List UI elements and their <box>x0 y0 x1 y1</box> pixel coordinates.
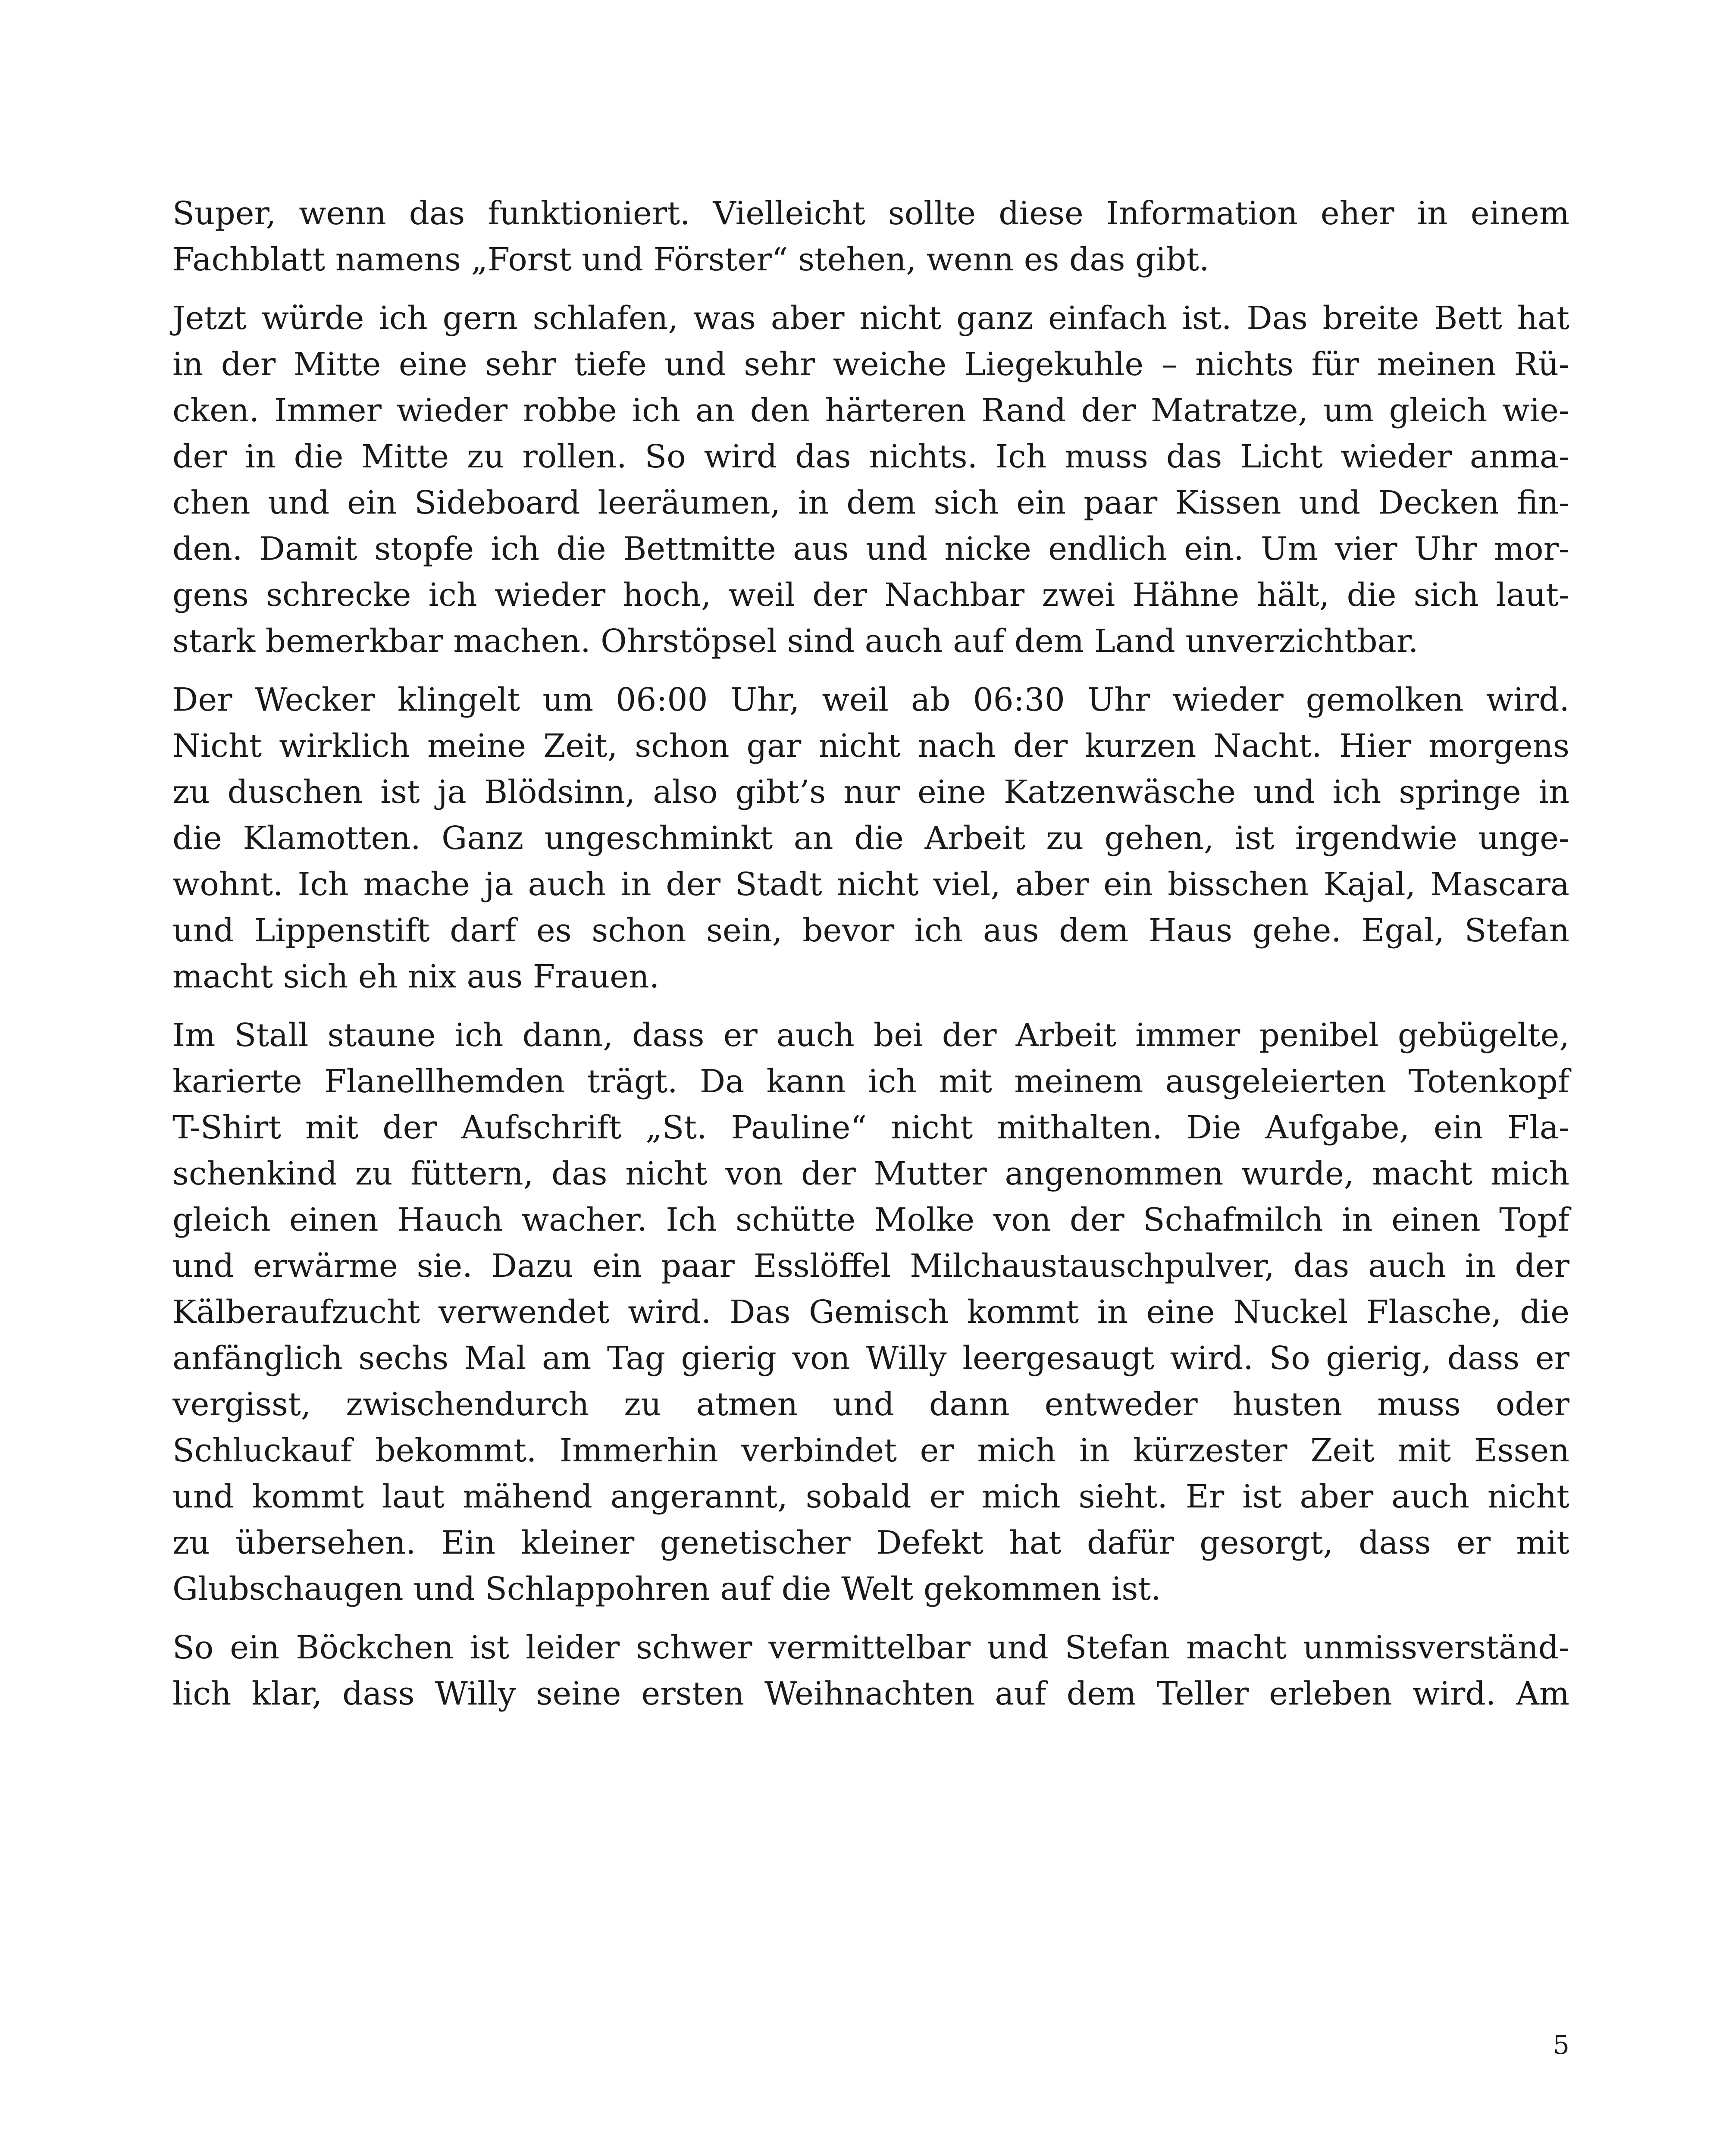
text-line: anfänglich sechs Mal am Tag gierig von Willy leergesaugt wird. So gierig, dass er <box>172 1340 1569 1377</box>
text-line: und erwärme sie. Dazu ein paar Esslöffel Milchaustauschpulver, das auch in der <box>172 1247 1569 1285</box>
text-line: gens schrecke ich wieder hoch, weil der Nachbar zwei Hähne hält, die sich laut- <box>172 577 1569 614</box>
text-line: Der Wecker klingelt um 06:00 Uhr, weil ab 06:30 Uhr wieder gemolken wird. <box>172 681 1569 718</box>
text-line: zu übersehen. Ein kleiner genetischer Defekt hat dafür gesorgt, dass er mit <box>172 1524 1569 1561</box>
paragraph-2 <box>172 295 1569 664</box>
paragraph-5 <box>172 1625 1569 1717</box>
text-line: cken. Immer wieder robbe ich an den härteren Rand der Matratze, um gleich wie- <box>172 392 1569 429</box>
text-line: lich klar, dass Willy seine ersten Weihnachten auf dem Teller erleben wird. Am <box>172 1675 1569 1712</box>
text-line: vergisst, zwischendurch zu atmen und dann entweder husten muss oder <box>172 1386 1569 1423</box>
text-line: den. Damit stopfe ich die Bettmitte aus und nicke endlich ein. Um vier Uhr mor- <box>172 530 1569 567</box>
text-line: chen und ein Sideboard leeräumen, in dem sich ein paar Kissen und Decken fin- <box>172 484 1569 521</box>
text-line: Im Stall staune ich dann, dass er auch bei der Arbeit immer penibel gebügelte, <box>172 1017 1569 1054</box>
text-line: der in die Mitte zu rollen. So wird das nichts. Ich muss das Licht wieder anma- <box>172 438 1569 475</box>
text-line: Nicht wirklich meine Zeit, schon gar nicht nach der kurzen Nacht. Hier morgens <box>172 727 1569 765</box>
text-line: Glubschaugen und Schlappohren auf die Welt gekommen ist. <box>172 1570 1161 1608</box>
paragraph-4 <box>172 1012 1569 1612</box>
text-line: So ein Böckchen ist leider schwer vermittelbar und Stefan macht unmissverständ- <box>172 1629 1569 1666</box>
text-line: und kommt laut mähend angerannt, sobald er mich sieht. Er ist aber auch nicht <box>172 1478 1569 1515</box>
text-line: zu duschen ist ja Blödsinn, also gibt’s nur eine Katzenwäsche und ich springe in <box>172 774 1569 811</box>
paragraph-3 <box>172 677 1569 1000</box>
text-line: die Klamotten. Ganz ungeschminkt an die Arbeit zu gehen, ist irgendwie unge- <box>172 820 1569 857</box>
text-line: gleich einen Hauch wacher. Ich schütte Molke von der Schafmilch in einen Topf <box>172 1201 1569 1238</box>
text-line: in der Mitte eine sehr tiefe und sehr weiche Liegekuhle – nichts für meinen Rü- <box>172 346 1569 383</box>
text-line: Kälberaufzucht verwendet wird. Das Gemisch kommt in eine Nuckel Flasche, die <box>172 1294 1569 1331</box>
text-line: und Lippenstift darf es schon sein, bevor ich aus dem Haus gehe. Egal, Stefan <box>172 912 1569 949</box>
body-text <box>172 191 1569 1730</box>
text-line: T-Shirt mit der Aufschrift „St. Pauline“ nicht mithalten. Die Aufgabe, ein Fla- <box>172 1109 1569 1146</box>
paragraph-1 <box>172 191 1569 283</box>
text-line: wohnt. Ich mache ja auch in der Stadt nicht viel, aber ein bisschen Kajal, Mascara <box>172 866 1569 903</box>
text-line: Schluckauf bekommt. Immerhin verbindet er mich in kürzester Zeit mit Essen <box>172 1432 1569 1469</box>
text-line: Jetzt würde ich gern schlafen, was aber nicht ganz einfach ist. Das breite Bett hat <box>172 300 1569 337</box>
text-line: schenkind zu füttern, das nicht von der Mutter angenommen wurde, macht mich <box>172 1155 1569 1192</box>
text-line: Super, wenn das funktioniert. Vielleicht sollte diese Information eher in einem <box>172 195 1569 232</box>
text-line: karierte Flanellhemden trägt. Da kann ich mit meinem ausgeleierten Totenkopf <box>172 1063 1569 1100</box>
text-line: macht sich eh nix aus Frauen. <box>172 958 660 995</box>
page-number: 5 <box>1553 2030 1569 2060</box>
text-line: stark bemerkbar machen. Ohrstöpsel sind auch auf dem Land unverzichtbar. <box>172 623 1419 660</box>
text-line: Fachblatt namens „Forst und Förster“ stehen, wenn es das gibt. <box>172 241 1209 278</box>
